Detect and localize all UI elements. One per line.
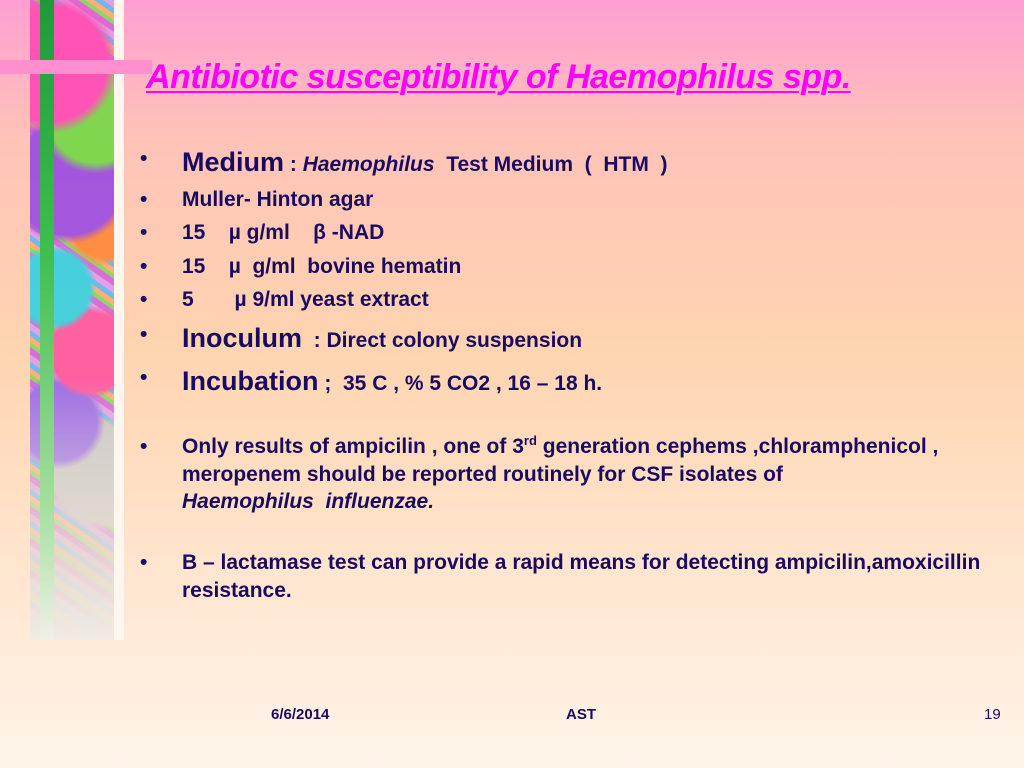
decorative-white-bar — [114, 0, 124, 640]
bullet-rest: Test Medium ( HTM ) — [434, 153, 668, 176]
bullet-hematin — [140, 253, 990, 280]
bullet-list — [140, 140, 990, 604]
bullet-icon: • — [140, 435, 148, 459]
bullet-inoculum — [140, 321, 990, 356]
footer-date: 6/6/2014 — [271, 706, 330, 723]
decorative-pink-bar — [0, 60, 152, 74]
bullet-separator: : — [284, 153, 303, 176]
bullet-agar — [140, 186, 990, 213]
bullet-lactamase — [140, 549, 990, 604]
bullet-term: Medium — [182, 147, 285, 177]
bullet-icon: • — [140, 323, 148, 347]
bullet-text: Muller- Hinton agar — [182, 188, 374, 212]
bullet-text: 5 µ 9/ml yeast extract — [182, 287, 429, 311]
slide-number: 19 — [984, 706, 1001, 723]
bullet-rest: ; 35 C , % 5 CO2 , 16 – 18 h. — [318, 372, 603, 396]
bullet-icon: • — [140, 287, 148, 311]
bullet-icon: • — [140, 366, 148, 390]
bullet-yeast — [140, 286, 990, 313]
bullet-pre: Only results of ampicilin , one of 3 — [182, 435, 524, 459]
bullet-text: 15 µ g/ml bovine hematin — [182, 254, 462, 278]
bullet-icon: • — [140, 221, 148, 245]
footer-label: AST — [566, 706, 596, 723]
bullet-italic: Haemophilus — [302, 153, 435, 176]
bullet-icon: • — [140, 188, 148, 212]
bullet-term: Incubation — [182, 366, 319, 397]
decorative-green-bar — [40, 0, 54, 640]
bullet-term: Inoculum — [182, 323, 302, 354]
slide-title: Antibiotic susceptibility of Haemophilus spp. — [146, 58, 851, 96]
bullet-text: B – lactamase test can provide a rapid means for detecting ampicilin,amoxicillin resistance. — [182, 551, 981, 602]
bullet-icon: • — [140, 254, 148, 278]
bullet-medium — [140, 145, 990, 180]
bullet-csf-reporting — [140, 433, 990, 515]
bullet-nad — [140, 219, 990, 246]
bullet-post: generation cephems ,chloramphenicol , meropenem should be reported routinely for CSF isolates of — [182, 435, 939, 486]
bullet-rest: : Direct colony suspension — [302, 329, 583, 353]
bullet-text: 15 µ g/ml β -NAD — [182, 221, 385, 245]
bullet-superscript: rd — [523, 433, 537, 449]
bullet-icon: • — [140, 147, 148, 170]
bullet-italic: Haemophilus influenzae. — [182, 490, 435, 514]
bullet-incubation — [140, 364, 990, 399]
bullet-icon: • — [140, 551, 148, 575]
